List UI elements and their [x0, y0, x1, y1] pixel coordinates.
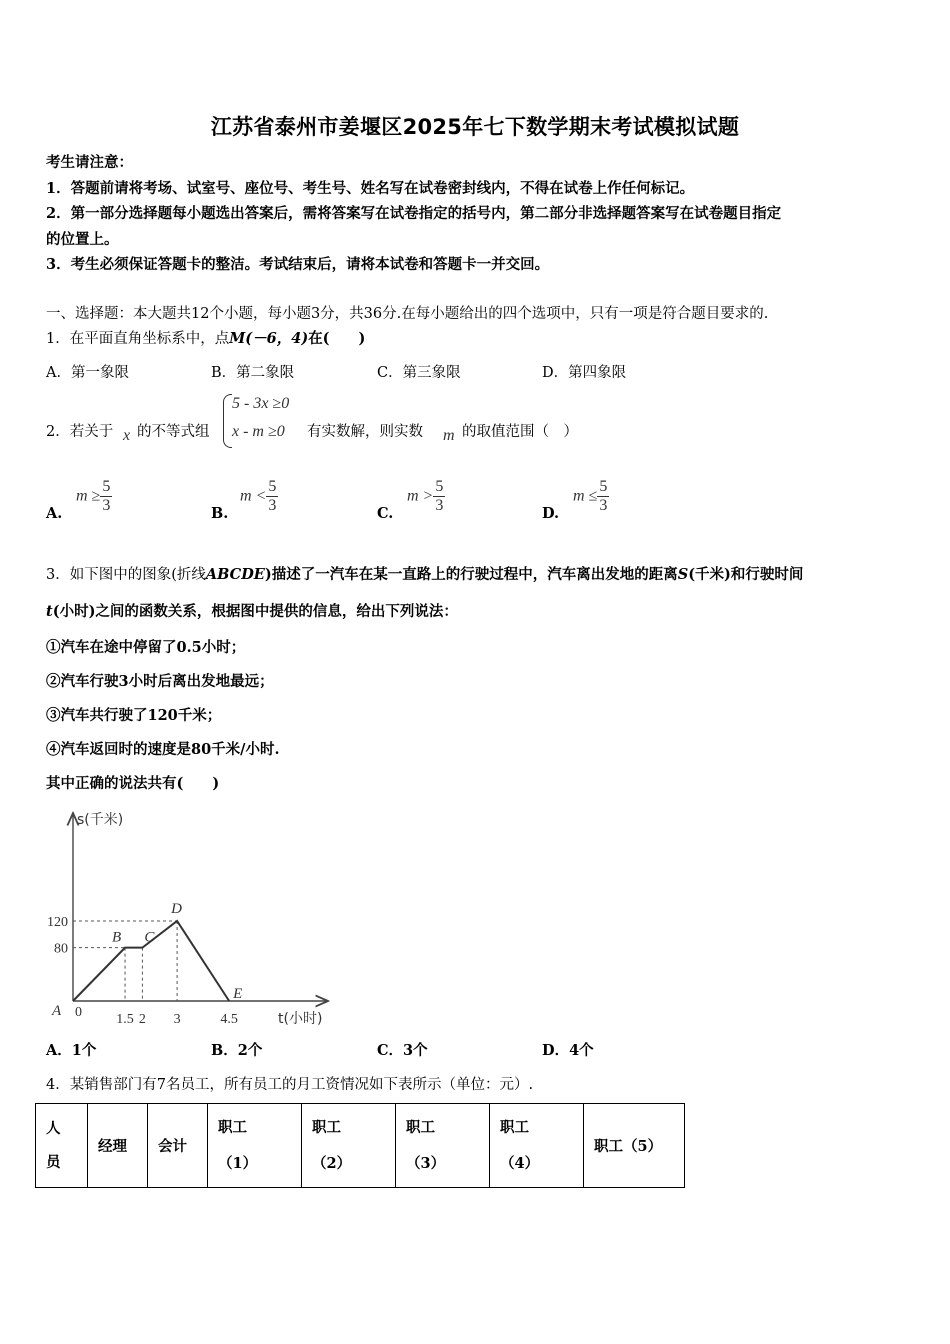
question-1-stem — [46, 327, 365, 348]
notice-item: 1．答题前请将考场、试室号、座位号、考生号、姓名写在试卷密封线内，不得在试卷上作任何标记。 — [46, 180, 695, 197]
q2-ineq-1: 5 - 3x ≥0 — [232, 395, 290, 412]
denominator: 3 — [435, 497, 444, 514]
table-cell: 职工（5） — [584, 1104, 685, 1188]
table-cell — [302, 1104, 396, 1188]
q1-option-d: D．第四象限 — [542, 365, 627, 381]
table-cell — [490, 1104, 584, 1188]
q2-ineq-2: x - m ≥0 — [232, 423, 285, 440]
q4-stem: 4．某销售部门有7名员工，所有员工的月工资情况如下表所示（单位：元）. — [46, 1077, 534, 1093]
q3-text: )描述了一汽车在某一直路上的行驶过程中，汽车离出发地的距离 — [264, 566, 678, 583]
table-row — [36, 1104, 685, 1188]
q3-option-b: B．2个 — [211, 1042, 263, 1059]
q1-prefix: 1．在平面直角坐标系中，点 — [46, 331, 230, 347]
q2-after: 有实数解，则实数 — [307, 424, 423, 440]
fraction — [597, 478, 609, 515]
q3-abcde: ABCDE — [205, 566, 265, 583]
numerator: 5 — [268, 478, 277, 495]
cell-text: （3） — [406, 1154, 446, 1172]
q2-end: 的取值范围（ ） — [462, 424, 578, 440]
point-label-D: D — [171, 901, 182, 917]
table-cell: 经理 — [88, 1104, 148, 1188]
notice-item: 的位置上。 — [46, 231, 119, 248]
notice-item: 3．考生必须保证答题卡的整洁。考试结束后，请将本试卷和答题卡一并交回。 — [46, 256, 550, 273]
notice-item: 2．第一部分选择题每小题选出答案后，需将答案写在试卷指定的括号内，第二部分非选择题答案写在试卷题目指定 — [46, 205, 782, 222]
q3-t: t — [46, 603, 53, 620]
x-tick-label: 4.5 — [220, 1012, 238, 1027]
table-cell: 会计 — [148, 1104, 208, 1188]
q2-option-a-label: A. — [46, 505, 63, 522]
x-axis-label: t(小时) — [278, 1011, 323, 1027]
cell-text: 职工 — [406, 1118, 435, 1136]
q2-option-b — [240, 478, 278, 515]
q1-suffix: 在( ) — [308, 330, 366, 347]
denominator: 3 — [102, 497, 111, 514]
numerator: 5 — [102, 478, 111, 495]
q2-option-a — [76, 478, 112, 515]
q3-question: 其中正确的说法共有( ) — [46, 775, 220, 792]
origin-label: 0 — [75, 1005, 82, 1020]
q3-option-d: D．4个 — [542, 1042, 594, 1059]
q2-option-c — [407, 478, 445, 515]
fraction — [100, 478, 112, 515]
q3-statement-1: ①汽车在途中停留了0.5小时； — [46, 639, 246, 656]
x-tick-label: 2 — [138, 1012, 146, 1027]
q2-option-c-lhs: m > — [407, 487, 434, 505]
q2-mid: 的不等式组 — [137, 424, 210, 440]
q3-line-2 — [46, 600, 458, 621]
y-tick-label: 120 — [47, 915, 68, 930]
q3-statement-2: ②汽车行驶3小时后离出发地最远； — [46, 673, 274, 690]
x-tick-label: 3 — [173, 1012, 181, 1027]
point-label-E: E — [233, 986, 243, 1002]
salary-table — [35, 1103, 685, 1188]
q3-text: 3．如下图中的图象(折线 — [46, 567, 206, 583]
y-tick-label: 80 — [54, 941, 68, 957]
cell-text: 职工 — [500, 1118, 529, 1136]
q1-point: M(－6，4) — [229, 330, 309, 347]
q2-option-d — [573, 478, 609, 515]
system-brace — [223, 394, 232, 448]
fraction — [433, 478, 445, 515]
notice-heading: 考生请注意： — [46, 154, 133, 171]
q3-text: (千米)和行驶时间 — [688, 566, 804, 583]
table-cell — [208, 1104, 302, 1188]
q2-var-x: x — [123, 427, 131, 444]
q2-option-d-label: D. — [542, 505, 560, 522]
distance-time-chart — [40, 805, 340, 1030]
denominator: 3 — [268, 497, 277, 514]
q2-var-m: m — [443, 427, 455, 444]
table-cell — [396, 1104, 490, 1188]
q3-option-c: C．3个 — [377, 1042, 428, 1059]
q2-option-a-lhs: m ≥ — [76, 487, 101, 505]
section-heading: 一、选择题：本大题共12个小题，每小题3分，共36分.在每小题给出的四个选项中，只有一项是符合题目要求的. — [46, 306, 769, 322]
numerator: 5 — [599, 478, 608, 495]
q2-option-d-lhs: m ≤ — [573, 487, 598, 505]
q1-option-b: B．第二象限 — [211, 365, 295, 381]
point-label-B: B — [112, 929, 122, 946]
page-title: 江苏省泰州市姜堰区2025年七下数学期末考试模拟试题 — [210, 115, 740, 139]
y-axis-label: s(千米) — [77, 812, 124, 828]
numerator: 5 — [435, 478, 444, 495]
cell-text: （1） — [218, 1154, 258, 1172]
cell-text: 职工 — [312, 1118, 341, 1136]
cell-text: （4） — [500, 1154, 540, 1172]
cell-text: 职工 — [218, 1118, 247, 1136]
q2-num: 2．若关于 — [46, 424, 114, 440]
point-label-C: C — [144, 929, 155, 946]
cell-text: 人 — [46, 1119, 61, 1137]
denominator: 3 — [599, 497, 608, 514]
q2-option-b-label: B. — [211, 505, 229, 522]
q3-line-1 — [46, 563, 803, 584]
q3-statement-4: ④汽车返回时的速度是80千米/小时. — [46, 741, 280, 758]
q3-s: S — [677, 566, 689, 583]
q2-option-b-lhs: m < — [240, 487, 267, 505]
q1-option-a: A．第一象限 — [46, 365, 129, 381]
fraction — [266, 478, 278, 515]
point-label-A: A — [52, 1003, 62, 1019]
q3-statement-3: ③汽车共行驶了120千米； — [46, 707, 222, 724]
x-tick-label: 1.5 — [116, 1012, 134, 1027]
table-cell — [36, 1104, 88, 1188]
q3-option-a: A．1个 — [46, 1042, 97, 1059]
cell-text: 员 — [46, 1153, 61, 1171]
cell-text: （2） — [312, 1154, 352, 1172]
q2-option-c-label: C. — [377, 505, 394, 522]
q3-text: (小时)之间的函数关系，根据图中提供的信息，给出下列说法： — [52, 603, 458, 620]
q1-option-c: C．第三象限 — [377, 365, 461, 381]
